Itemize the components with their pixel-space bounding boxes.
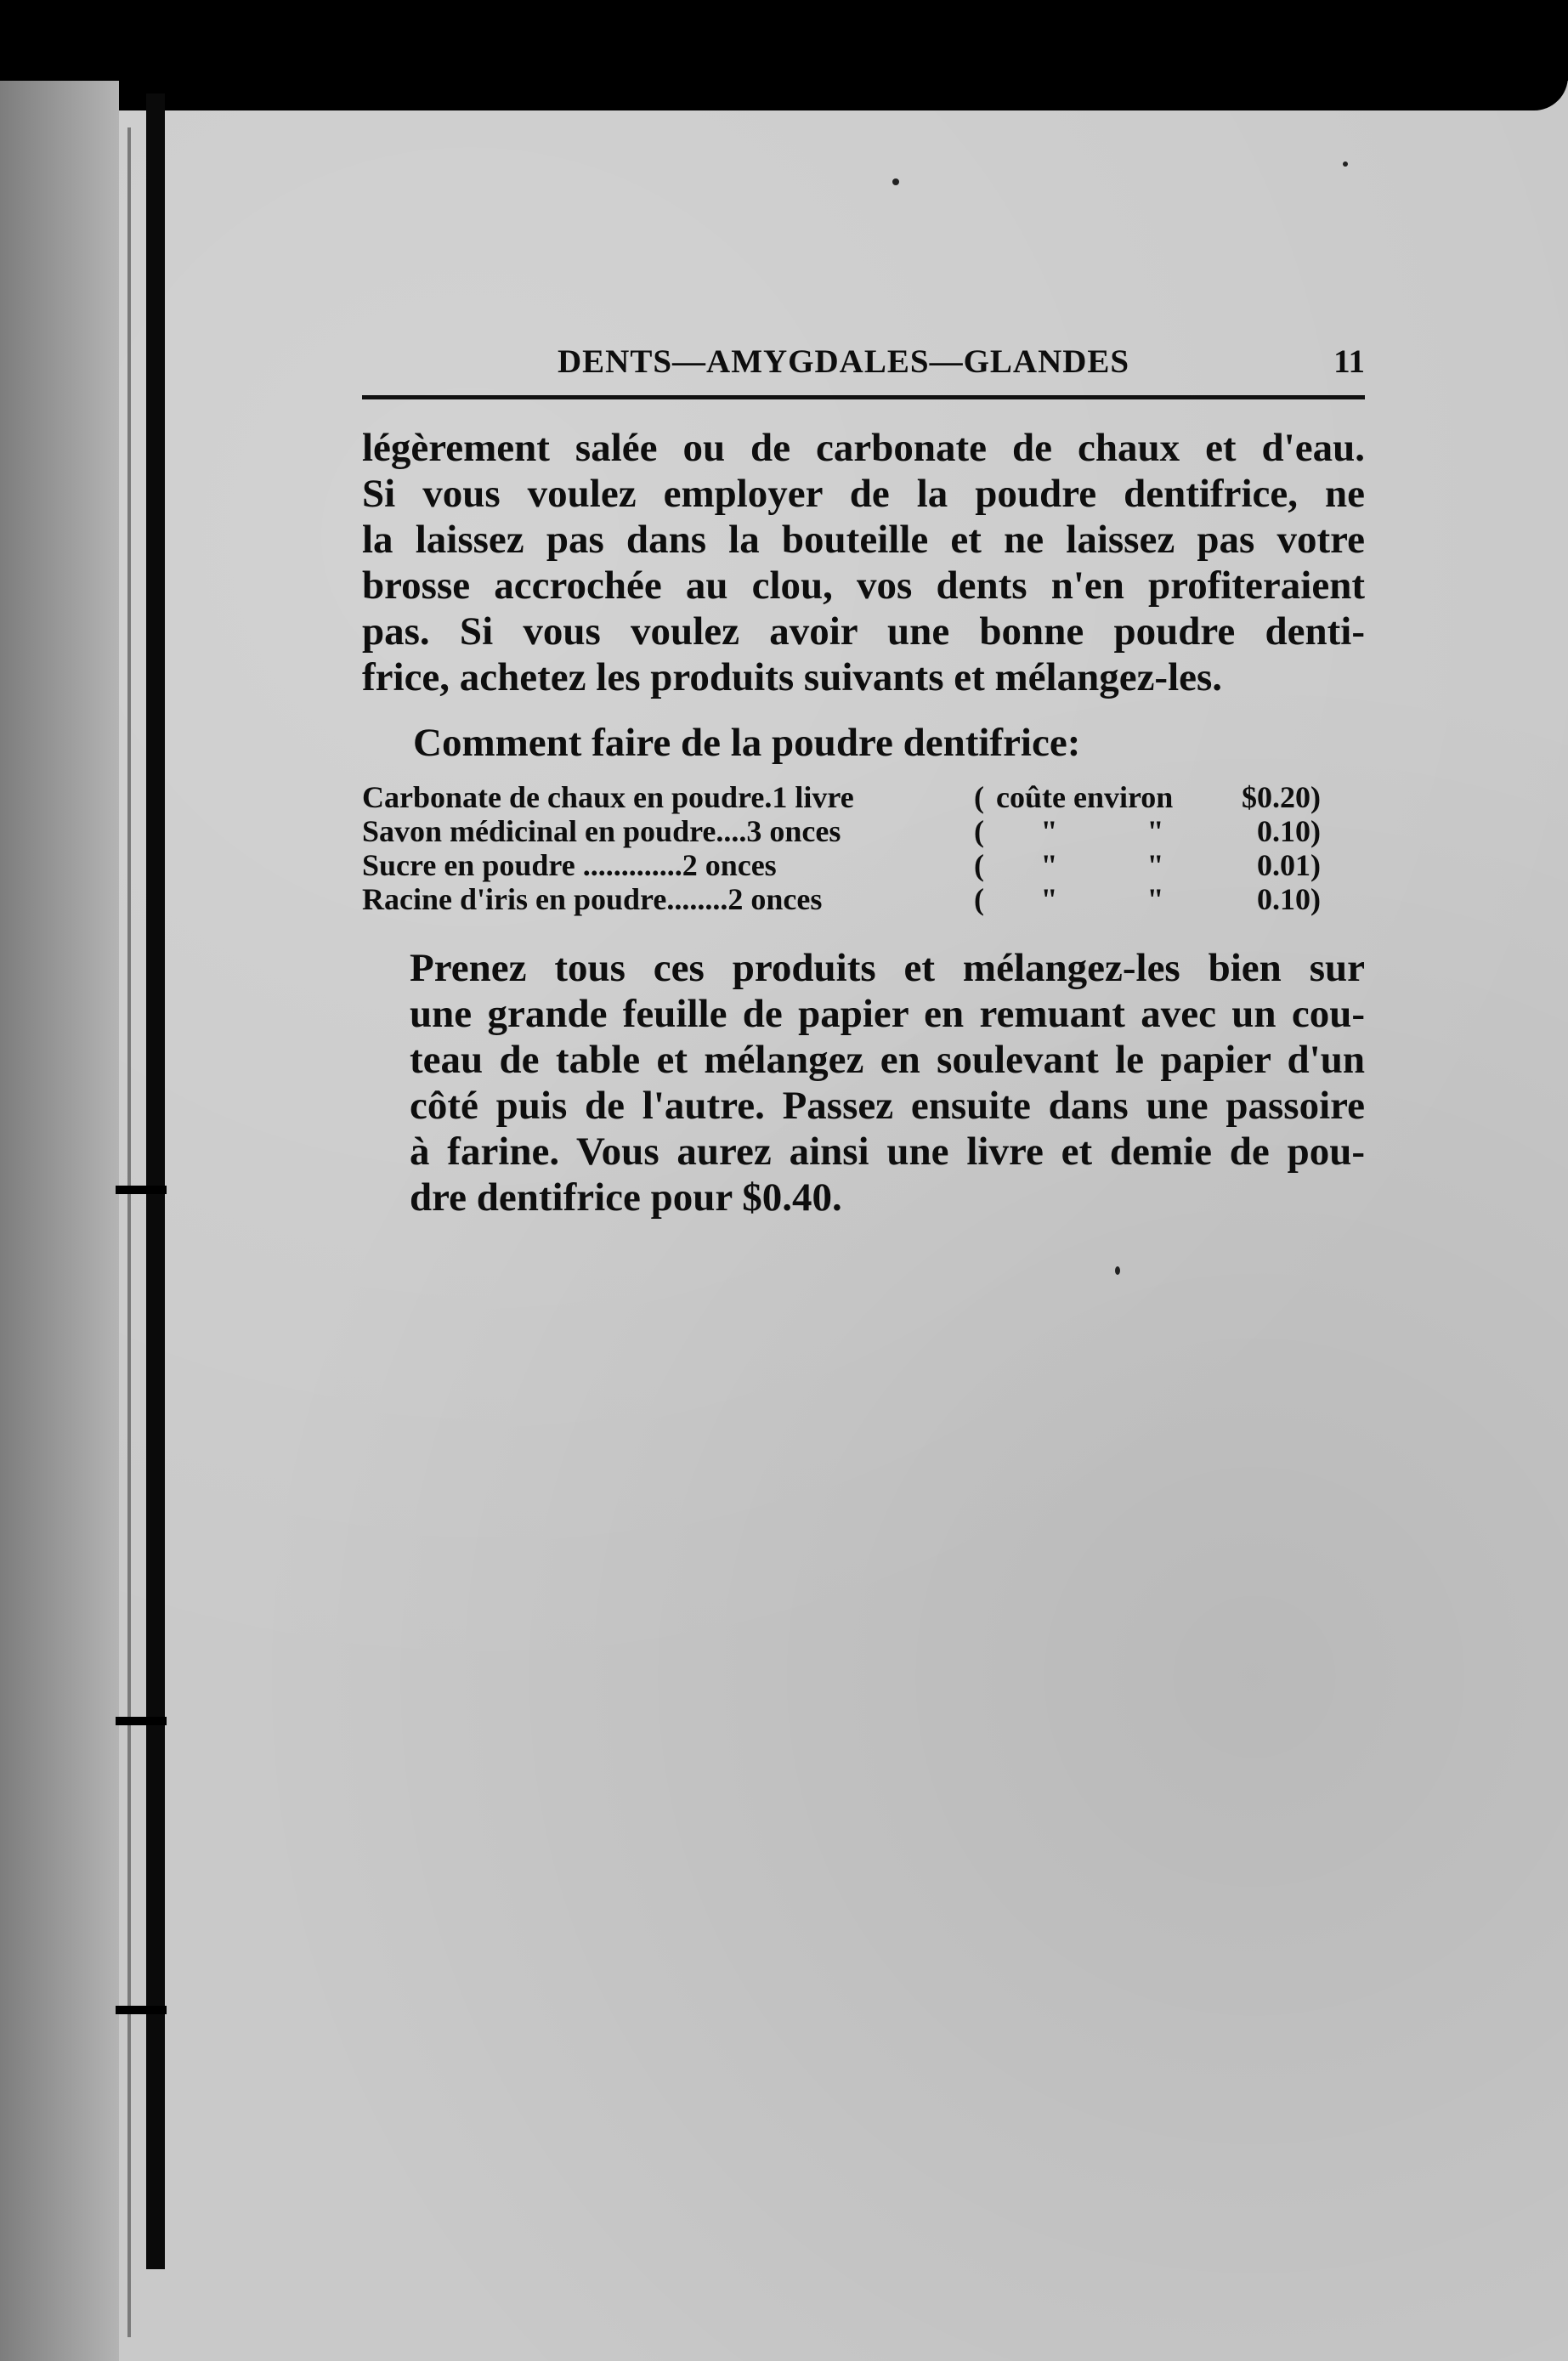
recipe-heading: Comment faire de la poudre dentifrice: xyxy=(413,721,1081,765)
recipe-price: 0.10 xyxy=(1257,882,1310,916)
recipe-item: Racine d'iris en poudre........2 onces xyxy=(362,882,823,916)
text-line: dre dentifrice pour $0.40. xyxy=(410,1175,842,1220)
binding-spine xyxy=(146,93,165,2269)
recipe-note xyxy=(996,882,1209,916)
recipe-row xyxy=(362,848,1322,882)
text-line: pas. Si vous voulez avoir une bonne poudre denti- xyxy=(362,609,1365,654)
cost-note: coûte environ xyxy=(996,780,1174,814)
recipe-note xyxy=(996,780,1209,814)
recipe-item: Carbonate de chaux en poudre.1 livre xyxy=(362,780,854,814)
recipe-row xyxy=(362,882,1322,916)
recipe-item: Sucre en poudre .............2 onces xyxy=(362,848,777,882)
binding-stitch xyxy=(116,2006,167,2014)
scan-speck xyxy=(892,178,899,185)
recipe-price: 0.10 xyxy=(1257,814,1310,848)
paren: ( xyxy=(974,882,984,916)
recipe-note xyxy=(996,814,1209,848)
page-gutter-shadow xyxy=(0,81,119,2361)
recipe-price: $0.20 xyxy=(1242,780,1310,814)
page-number: 11 xyxy=(1333,343,1365,380)
recipe-item: Savon médicinal en poudre....3 onces xyxy=(362,814,841,848)
ditto-mark: " xyxy=(1040,882,1058,916)
text-line: Prenez tous ces produits et mélangez-les bien sur xyxy=(410,946,1365,990)
scan-border-top xyxy=(0,0,1568,110)
running-head: DENTS—AMYGDALES—GLANDES xyxy=(558,343,1130,380)
paren: ) xyxy=(1310,848,1321,882)
ditto-mark: " xyxy=(1146,882,1164,916)
paren: ( xyxy=(974,814,984,848)
scan-speck xyxy=(1343,161,1348,167)
paragraph-2 xyxy=(362,945,1365,1220)
ditto-mark: " xyxy=(1146,814,1164,848)
recipe-row xyxy=(362,814,1322,848)
text-line: côté puis de l'autre. Passez ensuite dans une passoire xyxy=(410,1084,1365,1128)
page-content xyxy=(362,336,1365,1220)
recipe-price: 0.01 xyxy=(1257,848,1310,882)
paren: ) xyxy=(1310,882,1321,916)
text-line: Si vous voulez employer de la poudre dentifrice, ne xyxy=(362,472,1365,516)
paren: ) xyxy=(1310,814,1321,848)
text-line: à farine. Vous aurez ainsi une livre et demie de pou- xyxy=(410,1130,1365,1174)
recipe-table xyxy=(362,780,1322,916)
text-line: frice, achetez les produits suivants et mélangez-les. xyxy=(362,655,1223,699)
paren: ( xyxy=(974,780,984,814)
text-line: une grande feuille de papier en remuant avec un cou- xyxy=(410,992,1365,1036)
scan-speck xyxy=(1115,1266,1120,1275)
paren: ) xyxy=(1310,780,1321,814)
text-line: teau de table et mélangez en soulevant le papier d'un xyxy=(410,1038,1365,1082)
ditto-mark: " xyxy=(1040,814,1058,848)
recipe-note xyxy=(996,848,1209,882)
text-line: légèrement salée ou de carbonate de chaux et d'eau. xyxy=(362,426,1365,470)
paren: ( xyxy=(974,848,984,882)
paragraph-1 xyxy=(362,425,1365,700)
ditto-mark: " xyxy=(1040,848,1058,882)
binding-stitch xyxy=(116,1186,167,1194)
page-header xyxy=(362,336,1365,399)
recipe-row xyxy=(362,780,1322,814)
binding-stitch xyxy=(116,1717,167,1725)
text-line: brosse accrochée au clou, vos dents n'en profiteraient xyxy=(362,563,1365,608)
ditto-mark: " xyxy=(1146,848,1164,882)
text-line: la laissez pas dans la bouteille et ne laissez pas votre xyxy=(362,518,1365,562)
